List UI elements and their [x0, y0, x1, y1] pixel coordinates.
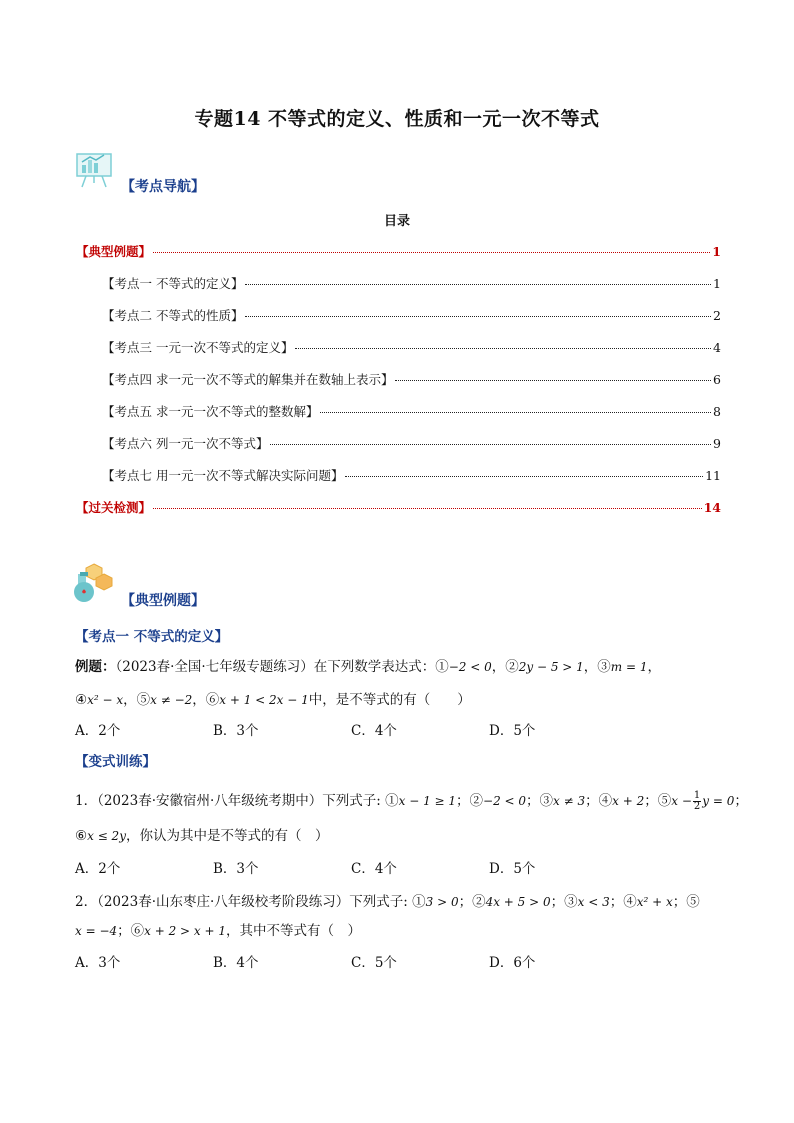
sep: ；⑤: [672, 894, 700, 910]
toc-leader-dots: [153, 508, 702, 509]
fraction-numerator: 1: [693, 790, 701, 801]
option-d: D．5个: [489, 723, 536, 739]
expr-2: 2y − 5 > 1: [518, 660, 584, 674]
sep: ；②: [456, 793, 484, 809]
q1-source: 1．（2023春·安徽宿州·八年级统考期中）下列式子: ①: [75, 793, 399, 809]
q1-line-2: [75, 824, 328, 844]
option-c: C．4个: [351, 723, 397, 739]
sep: ；③: [526, 793, 554, 809]
sep: ，③: [583, 659, 611, 675]
toc-leader-dots: [320, 412, 711, 413]
sep: ；⑤: [644, 793, 672, 809]
sep: ；④: [585, 793, 613, 809]
sep: ；: [734, 793, 748, 809]
toc-leader-dots: [245, 316, 711, 317]
toc-leader-dots: [245, 284, 711, 285]
option-a: A．2个: [75, 723, 121, 739]
fraction-denominator: 2: [693, 801, 701, 812]
expr-5: x = −4: [75, 924, 118, 938]
toc-item-label: 【考点六 列一元一次不等式】: [102, 436, 269, 451]
toc-item-page: 4: [713, 340, 721, 355]
option-c: C．4个: [351, 861, 397, 877]
toc-item-page: 11: [705, 468, 721, 483]
example-source: （2023春·全国·七年级专题练习）在下列数学表达式：①: [115, 659, 449, 675]
expr-6: x + 1 < 2x − 1: [219, 693, 309, 707]
option-a: A．3个: [75, 955, 121, 971]
toc-heading: 目录: [383, 214, 410, 229]
sep: ⑥: [75, 828, 88, 844]
expr-2: −2 < 0: [483, 794, 527, 808]
sep: ④: [75, 692, 88, 708]
sep: ；⑥: [117, 923, 145, 939]
toc-item-label: 【过关检测】: [76, 500, 152, 515]
toc-item-label: 【典型例题】: [76, 244, 152, 259]
expr-4: x² + x: [636, 895, 673, 909]
question-tail: 中，是不等式的有（ ）: [308, 692, 471, 708]
option-b: B．3个: [213, 861, 259, 877]
expr-4: x + 2: [612, 794, 645, 808]
q1-options: [75, 857, 627, 877]
q1-line-1: [75, 789, 748, 812]
toc-item[interactable]: [102, 338, 721, 356]
sep: ；③: [550, 894, 578, 910]
q2-options: [75, 951, 627, 971]
nav-label: 【考点导航】: [121, 179, 205, 195]
toc-item[interactable]: [102, 306, 721, 324]
option-d: D．5个: [489, 861, 536, 877]
toc-item-page: 2: [713, 308, 721, 323]
toc-item-label: 【考点三 一元一次不等式的定义】: [102, 340, 294, 355]
q2-source: 2．（2023春·山东枣庄·八年级校考阶段练习）下列式子: ①: [75, 894, 426, 910]
sep: ；②: [458, 894, 486, 910]
toc-leader-dots: [295, 348, 711, 349]
expr-3: x ≠ 3: [553, 794, 586, 808]
toc-item[interactable]: [102, 274, 721, 292]
toc-item-label: 【考点四 求一元一次不等式的解集并在数轴上表示】: [102, 372, 394, 387]
toc-item[interactable]: [76, 498, 721, 516]
option-b: B．3个: [213, 723, 259, 739]
toc-item-label: 【考点七 用一元一次不等式解决实际问题】: [102, 468, 344, 483]
sep: ，⑥: [192, 692, 220, 708]
example-line-1: [75, 655, 661, 675]
toc-item-page: 1: [713, 276, 721, 291]
variant-label: 【变式训练】: [75, 754, 156, 770]
toc-item[interactable]: [76, 242, 721, 260]
option-b: B．4个: [213, 955, 259, 971]
expr-5b: y = 0: [702, 794, 735, 808]
toc-item-page: 8: [713, 404, 721, 419]
toc-item-label: 【考点二 不等式的性质】: [102, 308, 244, 323]
sep: ，: [647, 659, 661, 675]
example-options: [75, 719, 627, 739]
toc-leader-dots: [153, 252, 710, 253]
q2-line-1: [75, 890, 700, 910]
section-label: 【典型例题】: [121, 593, 205, 609]
expr-3: x < 3: [577, 895, 610, 909]
example-prefix: 例题：: [75, 659, 116, 675]
option-c: C．5个: [351, 955, 397, 971]
toc-item-page: 9: [713, 436, 721, 451]
page-title: 专题14 不等式的定义、性质和一元一次不等式: [194, 108, 600, 130]
toc-item[interactable]: [102, 370, 721, 388]
toc-item[interactable]: [102, 466, 721, 484]
expr-1: x − 1 ≥ 1: [398, 794, 457, 808]
toc-item-page: 6: [713, 372, 721, 387]
sep: ，⑤: [123, 692, 151, 708]
example-line-2: [75, 688, 471, 708]
q2-line-2: [75, 919, 361, 939]
toc-leader-dots: [395, 380, 711, 381]
expr-5a: x −: [671, 794, 692, 808]
expr-2: 4x + 5 > 0: [485, 895, 551, 909]
expr-4: x² − x: [87, 693, 124, 707]
expr-5: x ≠ −2: [150, 693, 193, 707]
sep: ，②: [491, 659, 519, 675]
toc-item-label: 【考点一 不等式的定义】: [102, 276, 244, 291]
expr-6: x + 2 > x + 1: [144, 924, 226, 938]
option-d: D．6个: [489, 955, 536, 971]
option-a: A．2个: [75, 861, 121, 877]
fraction: [693, 791, 701, 812]
toc-item-page: 1: [712, 244, 721, 259]
expr-6: x ≤ 2y: [87, 829, 126, 843]
toc-leader-dots: [270, 444, 711, 445]
toc-item[interactable]: [102, 402, 721, 420]
question-tail: ，你认为其中是不等式的有（ ）: [125, 828, 329, 844]
topic-label: 【考点一 不等式的定义】: [75, 629, 229, 645]
presentation-board-icon: [74, 150, 114, 190]
question-tail: ，其中不等式有（ ）: [226, 923, 361, 939]
expr-1: 3 > 0: [425, 895, 459, 909]
toc-item[interactable]: [102, 434, 721, 452]
toc-leader-dots: [345, 476, 703, 477]
toc-item-label: 【考点五 求一元一次不等式的整数解】: [102, 404, 319, 419]
expr-3: m = 1: [610, 660, 648, 674]
expr-1: −2 < 0: [448, 660, 492, 674]
sep: ；④: [609, 894, 637, 910]
toc-item-page: 14: [703, 500, 721, 515]
flask-icon: [72, 562, 118, 604]
